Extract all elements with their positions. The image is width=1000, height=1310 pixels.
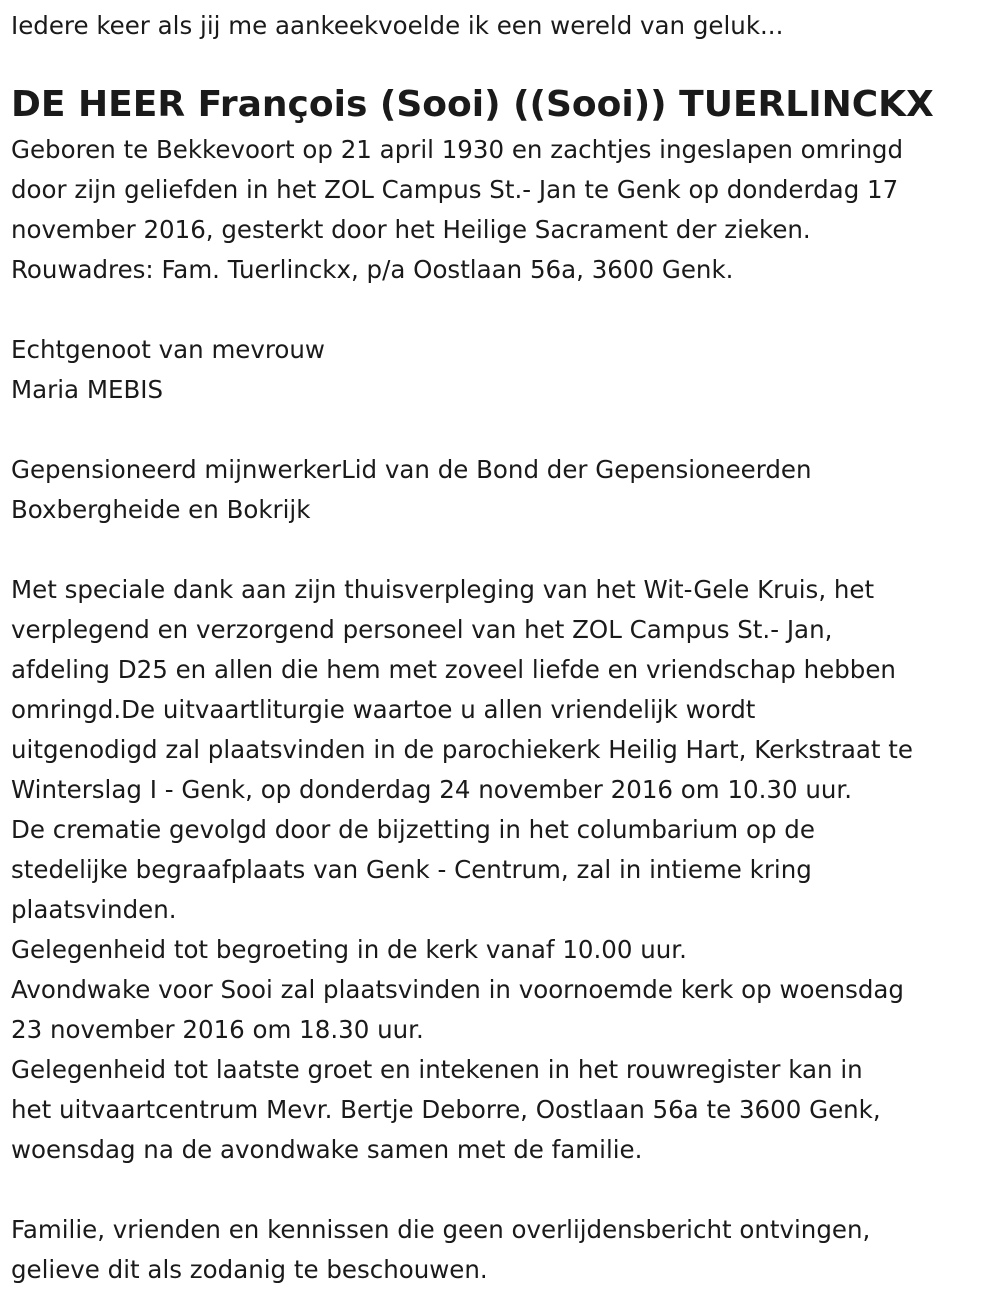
paragraph-gap (11, 410, 991, 450)
paragraph-gap (11, 1170, 991, 1210)
thanks-line: uitgenodigd zal plaatsvinden in de parochiekerk Heilig Hart, Kerkstraat te (11, 735, 913, 764)
thanks-line: plaatsvinden. (11, 895, 177, 924)
paragraph-gap (11, 290, 991, 330)
occupation-paragraph (11, 450, 991, 530)
spouse-line: Echtgenoot van mevrouw (11, 335, 325, 364)
occupation-line: Boxbergheide en Bokrijk (11, 495, 311, 524)
thanks-line: het uitvaartcentrum Mevr. Bertje Deborre, Oostlaan 56a te 3600 Genk, (11, 1095, 881, 1124)
intro-line: Rouwadres: Fam. Tuerlinckx, p/a Oostlaan 56a, 3600 Genk. (11, 255, 734, 284)
epigraph: Iedere keer als jij me aankeekvoelde ik een wereld van geluk... (11, 11, 784, 40)
obituary-notice (11, 6, 991, 1290)
thanks-line: 23 november 2016 om 18.30 uur. (11, 1015, 424, 1044)
thanks-line: stedelijke begraafplaats van Genk - Centrum, zal in intieme kring (11, 855, 812, 884)
thanks-line: Winterslag I - Genk, op donderdag 24 november 2016 om 10.30 uur. (11, 775, 853, 804)
thanks-line: woensdag na de avondwake samen met de familie. (11, 1135, 643, 1164)
closing-line: Familie, vrienden en kennissen die geen overlijdensbericht ontvingen, (11, 1215, 871, 1244)
thanks-line: Avondwake voor Sooi zal plaatsvinden in voornoemde kerk op woensdag (11, 975, 904, 1004)
intro-line: Geboren te Bekkevoort op 21 april 1930 en zachtjes ingeslapen omringd (11, 135, 904, 164)
occupation-line: Gepensioneerd mijnwerkerLid van de Bond der Gepensioneerden (11, 455, 812, 484)
spouse-line: Maria MEBIS (11, 375, 164, 404)
deceased-name-heading: DE HEER François (Sooi) ((Sooi)) TUERLINCKX (11, 84, 934, 125)
paragraph-gap (11, 530, 991, 570)
thanks-line: De crematie gevolgd door de bijzetting in het columbarium op de (11, 815, 815, 844)
thanks-line: Gelegenheid tot begroeting in de kerk vanaf 10.00 uur. (11, 935, 687, 964)
intro-paragraph (11, 130, 991, 290)
thanks-line: verplegend en verzorgend personeel van het ZOL Campus St.- Jan, (11, 615, 833, 644)
closing-line: gelieve dit als zodanig te beschouwen. (11, 1255, 488, 1284)
spouse-paragraph (11, 330, 991, 410)
intro-line: november 2016, gesterkt door het Heilige Sacrament der zieken. (11, 215, 811, 244)
thanks-line: omringd.De uitvaartliturgie waartoe u allen vriendelijk wordt (11, 695, 756, 724)
closing-paragraph (11, 1210, 991, 1290)
thanks-line: Met speciale dank aan zijn thuisverpleging van het Wit-Gele Kruis, het (11, 575, 875, 604)
thanks-and-ceremony-paragraph (11, 570, 991, 1170)
thanks-line: afdeling D25 en allen die hem met zoveel liefde en vriendschap hebben (11, 655, 896, 684)
thanks-line: Gelegenheid tot laatste groet en intekenen in het rouwregister kan in (11, 1055, 863, 1084)
intro-line: door zijn geliefden in het ZOL Campus St.- Jan te Genk op donderdag 17 (11, 175, 899, 204)
